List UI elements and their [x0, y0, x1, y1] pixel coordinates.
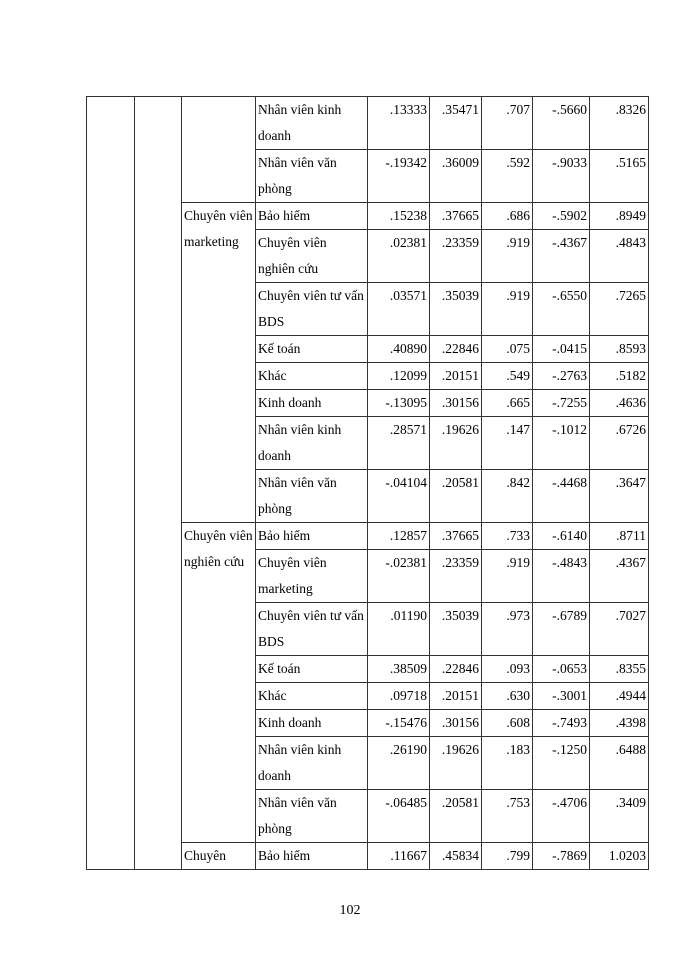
mean-difference-cell: -.13095	[368, 390, 430, 417]
sig-cell: .608	[482, 710, 533, 737]
mean-difference-cell: .11667	[368, 843, 430, 870]
upper-bound-cell: .5165	[590, 150, 649, 203]
sig-cell: .842	[482, 470, 533, 523]
mean-difference-cell: -.15476	[368, 710, 430, 737]
std-error-cell: .30156	[430, 710, 482, 737]
mean-difference-cell: .03571	[368, 283, 430, 336]
upper-bound-cell: 1.0203	[590, 843, 649, 870]
comparison-label-cell: Nhân viên kinh doanh	[256, 737, 368, 790]
std-error-cell: .37665	[430, 523, 482, 550]
sig-cell: .549	[482, 363, 533, 390]
std-error-cell: .20581	[430, 790, 482, 843]
std-error-cell: .30156	[430, 390, 482, 417]
lower-bound-cell: -.4468	[533, 470, 590, 523]
sig-cell: .733	[482, 523, 533, 550]
comparison-label-cell: Nhân viên văn phòng	[256, 150, 368, 203]
group-label-cell: Chuyên viên marketing	[182, 203, 256, 523]
comparison-label-cell: Nhân viên văn phòng	[256, 470, 368, 523]
group-label-cell	[182, 97, 256, 203]
upper-bound-cell: .3647	[590, 470, 649, 523]
lower-bound-cell: -.1250	[533, 737, 590, 790]
std-error-cell: .23359	[430, 230, 482, 283]
mean-difference-cell: -.19342	[368, 150, 430, 203]
lower-bound-cell: -.7869	[533, 843, 590, 870]
upper-bound-cell: .8593	[590, 336, 649, 363]
sig-cell: .686	[482, 203, 533, 230]
comparison-label-cell: Khác	[256, 363, 368, 390]
upper-bound-cell: .7265	[590, 283, 649, 336]
mean-difference-cell: .01190	[368, 603, 430, 656]
mean-difference-cell: .12857	[368, 523, 430, 550]
sig-cell: .973	[482, 603, 533, 656]
sig-cell: .147	[482, 417, 533, 470]
std-error-cell: .20151	[430, 363, 482, 390]
sig-cell: .592	[482, 150, 533, 203]
comparison-label-cell: Khác	[256, 683, 368, 710]
post-hoc-comparison-table	[86, 96, 649, 870]
lower-bound-cell: -.7255	[533, 390, 590, 417]
upper-bound-cell: .4944	[590, 683, 649, 710]
comparison-label-cell: Chuyên viên tư vấn BDS	[256, 283, 368, 336]
sig-cell: .075	[482, 336, 533, 363]
lower-bound-cell: -.4367	[533, 230, 590, 283]
lower-bound-cell: -.6550	[533, 283, 590, 336]
comparison-label-cell: Nhân viên kinh doanh	[256, 97, 368, 150]
sig-cell: .919	[482, 550, 533, 603]
mean-difference-cell: .40890	[368, 336, 430, 363]
comparison-label-cell: Kế toán	[256, 336, 368, 363]
comparison-label-cell: Chuyên viên nghiên cứu	[256, 230, 368, 283]
lower-bound-cell: -.6140	[533, 523, 590, 550]
comparison-label-cell: Bảo hiểm	[256, 843, 368, 870]
comparison-label-cell: Bảo hiểm	[256, 203, 368, 230]
mean-difference-cell: .12099	[368, 363, 430, 390]
std-error-cell: .20151	[430, 683, 482, 710]
upper-bound-cell: .6726	[590, 417, 649, 470]
sig-cell: .919	[482, 230, 533, 283]
mean-difference-cell: .02381	[368, 230, 430, 283]
upper-bound-cell: .8711	[590, 523, 649, 550]
lower-bound-cell: -.4706	[533, 790, 590, 843]
std-error-cell: .35039	[430, 603, 482, 656]
sig-cell: .665	[482, 390, 533, 417]
sig-cell: .707	[482, 97, 533, 150]
lower-bound-cell: -.7493	[533, 710, 590, 737]
std-error-cell: .35039	[430, 283, 482, 336]
upper-bound-cell: .8355	[590, 656, 649, 683]
lower-bound-cell: -.6789	[533, 603, 590, 656]
mean-difference-cell: -.04104	[368, 470, 430, 523]
mean-difference-cell: .38509	[368, 656, 430, 683]
comparison-label-cell: Nhân viên kinh doanh	[256, 417, 368, 470]
mean-difference-cell: .28571	[368, 417, 430, 470]
sig-cell: .093	[482, 656, 533, 683]
mean-difference-cell: -.02381	[368, 550, 430, 603]
lower-bound-cell: -.2763	[533, 363, 590, 390]
method-cell	[135, 97, 182, 870]
upper-bound-cell: .7027	[590, 603, 649, 656]
comparison-label-cell: Nhân viên văn phòng	[256, 790, 368, 843]
sig-cell: .753	[482, 790, 533, 843]
sig-cell: .919	[482, 283, 533, 336]
table-row	[87, 97, 649, 150]
std-error-cell: .22846	[430, 656, 482, 683]
upper-bound-cell: .3409	[590, 790, 649, 843]
mean-difference-cell: .26190	[368, 737, 430, 790]
upper-bound-cell: .4636	[590, 390, 649, 417]
group-label-cell: Chuyên viên nghiên cứu	[182, 523, 256, 843]
lower-bound-cell: -.0415	[533, 336, 590, 363]
upper-bound-cell: .8326	[590, 97, 649, 150]
std-error-cell: .36009	[430, 150, 482, 203]
table-body	[87, 97, 649, 870]
std-error-cell: .19626	[430, 737, 482, 790]
comparison-label-cell: Chuyên viên marketing	[256, 550, 368, 603]
comparison-label-cell: Kinh doanh	[256, 390, 368, 417]
mean-difference-cell: .13333	[368, 97, 430, 150]
lower-bound-cell: -.3001	[533, 683, 590, 710]
upper-bound-cell: .6488	[590, 737, 649, 790]
lower-bound-cell: -.1012	[533, 417, 590, 470]
std-error-cell: .22846	[430, 336, 482, 363]
lower-bound-cell: -.4843	[533, 550, 590, 603]
std-error-cell: .23359	[430, 550, 482, 603]
std-error-cell: .37665	[430, 203, 482, 230]
page-number: 102	[339, 903, 361, 918]
comparison-label-cell: Bảo hiểm	[256, 523, 368, 550]
lower-bound-cell: -.0653	[533, 656, 590, 683]
lower-bound-cell: -.5660	[533, 97, 590, 150]
lower-bound-cell: -.9033	[533, 150, 590, 203]
sig-cell: .630	[482, 683, 533, 710]
upper-bound-cell: .4367	[590, 550, 649, 603]
mean-difference-cell: -.06485	[368, 790, 430, 843]
comparison-label-cell: Kế toán	[256, 656, 368, 683]
mean-difference-cell: .15238	[368, 203, 430, 230]
sig-cell: .183	[482, 737, 533, 790]
std-error-cell: .20581	[430, 470, 482, 523]
upper-bound-cell: .5182	[590, 363, 649, 390]
mean-difference-cell: .09718	[368, 683, 430, 710]
dependent-variable-cell	[87, 97, 135, 870]
std-error-cell: .45834	[430, 843, 482, 870]
upper-bound-cell: .4843	[590, 230, 649, 283]
lower-bound-cell: -.5902	[533, 203, 590, 230]
std-error-cell: .19626	[430, 417, 482, 470]
comparison-label-cell: Kinh doanh	[256, 710, 368, 737]
comparison-label-cell: Chuyên viên tư vấn BDS	[256, 603, 368, 656]
sig-cell: .799	[482, 843, 533, 870]
group-label-cell: Chuyên	[182, 843, 256, 870]
upper-bound-cell: .4398	[590, 710, 649, 737]
upper-bound-cell: .8949	[590, 203, 649, 230]
std-error-cell: .35471	[430, 97, 482, 150]
